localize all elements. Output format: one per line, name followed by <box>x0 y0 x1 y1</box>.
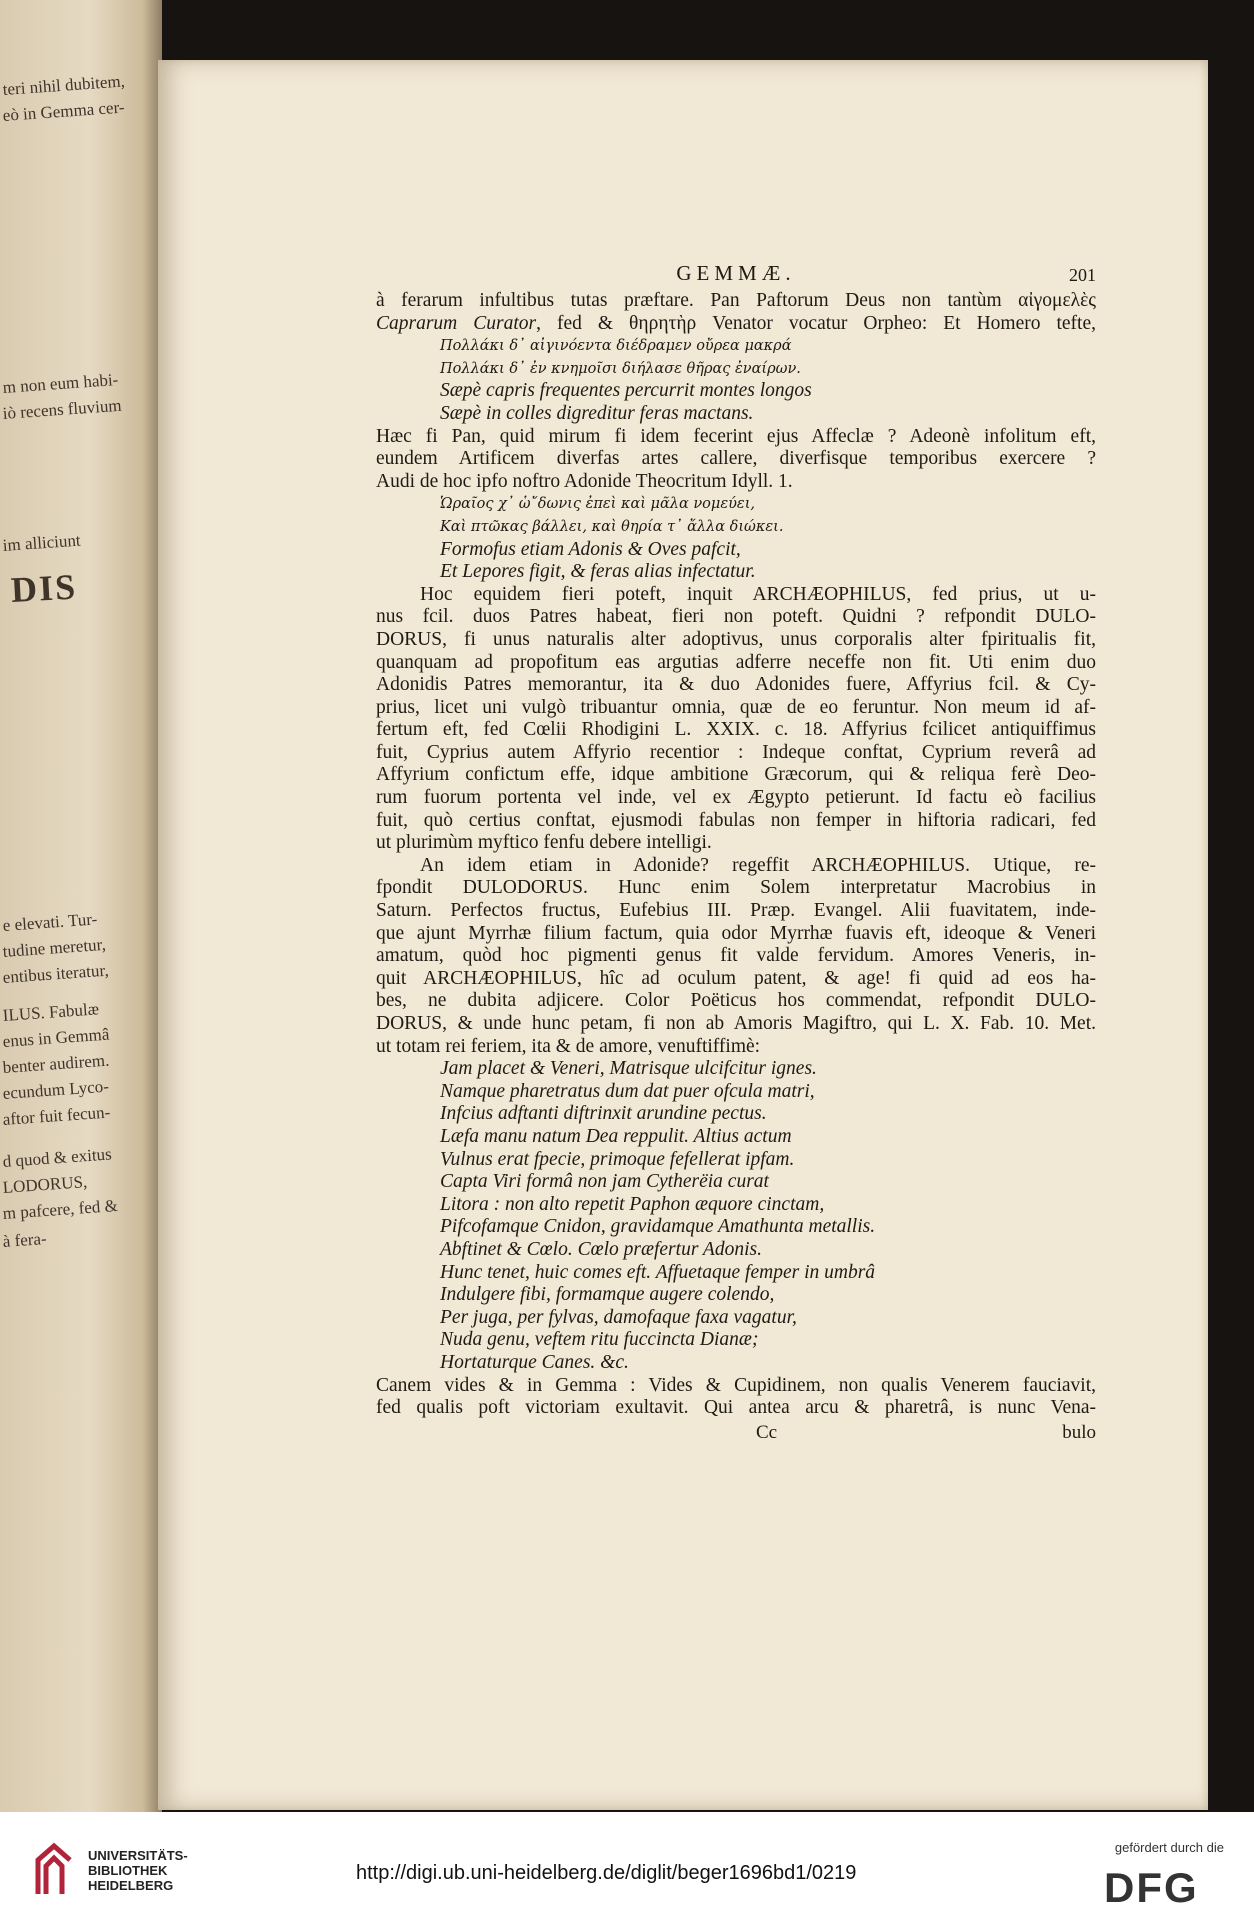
left-page-fragment: e elevati. Tur- <box>2 909 98 935</box>
latin-verse-line: Nuda genu, veftem ritu fuccincta Dianæ; <box>440 1329 759 1351</box>
left-page-fragment: aftor fuit fecun- <box>2 1102 111 1129</box>
page-header <box>376 262 1096 288</box>
body-text <box>376 290 1096 1420</box>
text-line: bes, ne dubita adjicere. Color Poëticus hos commendat, refpondit DULO- <box>376 990 1096 1012</box>
page-number: 201 <box>1069 265 1096 285</box>
latin-verse-line: Litora : non alto repetit Paphon æquore cinctam, <box>440 1193 825 1215</box>
catchword: bulo <box>1062 1421 1096 1443</box>
latin-verse-line: Et Lepores figit, & feras alias infectatur. <box>440 561 756 583</box>
left-page-margin <box>0 0 162 1812</box>
text-line: Caprarum Curator, fed & θηρητὴρ Venator vocatur Orpheo: Et Homero tefte, <box>376 312 1096 334</box>
left-page-fragment: eò in Gemma cer- <box>2 97 126 125</box>
svg-text:DFG: DFG <box>1104 1864 1199 1908</box>
text-line: quanquam ad propofitum eas argutias adferre neceffe non fit. Uti enim duo <box>376 651 1096 673</box>
signature-mark: Cc <box>756 1421 778 1443</box>
latin-verse-line: Formofus etiam Adonis & Oves pafcit, <box>440 538 741 560</box>
text-line: fed qualis poft victoriam exultavit. Qui antea arcu & pharetrâ, is nunc Vena- <box>376 1397 1096 1419</box>
latin-verse-line: Sæpè in colles digreditur feras mactans. <box>440 402 754 424</box>
dfg-logo-icon <box>1104 1864 1224 1908</box>
text-line: amatum, quòd hoc pigmenti genus fit valde fervidum. Amores Veneris, in- <box>376 945 1096 967</box>
left-page-fragment: m pafcere, fed & <box>2 1195 119 1223</box>
latin-verse-line: Abftinet & Cœlo. Cœlo præfertur Adonis. <box>440 1238 762 1260</box>
greek-verse-line: Καὶ πτῶκας βάλλει, καὶ θηρία τ᾽ ἄλλα διώκει. <box>440 518 784 535</box>
funding-note: gefördert durch die <box>1114 1840 1224 1855</box>
left-page-fragment: ILUS. Fabulæ <box>2 999 100 1025</box>
text-line: ut plurimùm myftico fenfu debere intelligi. <box>376 832 712 854</box>
latin-verse-line: Sæpè capris frequentes percurrit montes longos <box>440 380 812 402</box>
left-page-fragment: d quod & exitus <box>2 1144 113 1171</box>
latin-verse-line: Hortaturque Canes. &c. <box>440 1351 629 1373</box>
text-line: prius, licet uni vulgò tribuantur omnia, quæ de eo feruntur. Non meum id af- <box>376 696 1096 718</box>
left-page-fragment: LODORUS, <box>2 1172 88 1197</box>
left-page-fragment: teri nihil dubitem, <box>2 71 126 99</box>
text-line: Adonidis Patres memorantur, ita & duo Adonides fuere, Affyrius fcil. & Cy- <box>376 674 1096 696</box>
left-page-fragment: à fera- <box>2 1228 48 1251</box>
text-line: DORUS, fi unus naturalis alter adoptivus, unus corporalis alter fpiritualis fit, <box>376 628 1096 650</box>
text-line: An idem etiam in Adonide? regeffit ARCHÆOPHILUS. Utique, re- <box>420 854 1096 876</box>
university-logo-icon <box>30 1842 78 1898</box>
text-line: fertum eft, fed Cœlii Rhodigini L. XXIX. c. 18. Affyrius fcilicet antiquiffimus <box>376 719 1096 741</box>
left-page-fragment: tudine meretur, <box>2 934 107 961</box>
greek-verse-line: Ὡραῖος χ᾽ ὡ῎δωνις ἐπεὶ καὶ μᾶλα νομεύει, <box>440 496 756 513</box>
text-line: rum fuorum portenta vel inde, vel ex Ægypto petierunt. Id factu eò facilius <box>376 787 1096 809</box>
page-footer <box>376 1422 1096 1446</box>
latin-verse-line: Infcius adftanti diftrinxit arundine pectus. <box>440 1103 767 1125</box>
source-url-link[interactable]: http://digi.ub.uni-heidelberg.de/diglit/beger1696bd1/0219 <box>356 1862 857 1884</box>
latin-verse-line: Vulnus erat fpecie, primoque fefellerat ipfam. <box>440 1148 795 1170</box>
text-line: Audi de hoc ipfo noftro Adonide Theocritum Idyll. 1. <box>376 470 793 492</box>
viewer-footer <box>0 1812 1254 1928</box>
running-head: GEMMÆ. <box>676 261 796 285</box>
left-page-fragment: im alliciunt <box>2 530 82 555</box>
text-line: Canem vides & in Gemma : Vides & Cupidinem, non qualis Venerem fauciavit, <box>376 1374 1096 1396</box>
text-line: Hæc fi Pan, quid mirum fi idem fecerint ejus Affeclæ ? Adeonè infolitum eft, <box>376 425 1096 447</box>
text-line: quit ARCHÆOPHILUS, hîc ad oculum patent, & age! fi quid ad eos ha- <box>376 967 1096 989</box>
latin-verse-line: Pifcofamque Cnidon, gravidamque Amathunta metallis. <box>440 1216 876 1238</box>
greek-verse-line: Πολλάκι δ᾽ ἐν κνημοῖσι διήλασε θῆρας ἐναίρων. <box>440 360 801 377</box>
left-page-fragment: DIS <box>10 566 79 610</box>
text-line: DORUS, & unde hunc petam, fi non ab Amoris Magiftro, qui L. X. Fab. 10. Met. <box>376 1013 1096 1034</box>
text-line: Saturn. Perfectos fructus, Eufebius III. Præp. Evangel. Alii fuavitatem, inde- <box>376 900 1096 922</box>
latin-verse-line: Namque pharetratus dum dat puer ofcula matri, <box>440 1080 815 1102</box>
text-line: que ajunt Myrrhæ filium factum, quia odor Myrrhæ fuavis eft, ideoque & Veneri <box>376 922 1096 944</box>
latin-verse-line: Læfa manu natum Dea reppulit. Altius actum <box>440 1125 792 1147</box>
greek-verse-line: Πολλάκι δ᾽ αἰγινόεντα διέδραμεν οὔρεα μακρά <box>440 338 792 355</box>
left-page-fragment: ecundum Lyco- <box>2 1076 110 1103</box>
latin-verse-line: Hunc tenet, huic comes eft. Affuetaque femper in umbrâ <box>440 1261 876 1283</box>
institution-name: UNIVERSITÄTS- BIBLIOTHEK HEIDELBERG <box>88 1848 188 1893</box>
text-line: nus fcil. duos Patres habeat, fieri non poteft. Quidni ? refpondit DULO- <box>376 606 1096 628</box>
book-page <box>158 60 1208 1810</box>
latin-verse-line: Indulgere fibi, formamque augere colendo, <box>440 1284 775 1306</box>
latin-verse-line: Per juga, per fylvas, damofaque faxa vagatur, <box>440 1306 797 1328</box>
text-line: Affyrium confictum effe, idque ambitione Græcorum, qui & reliqua ferè Deo- <box>376 764 1096 786</box>
left-page-fragment: m non eum habi- <box>2 369 119 397</box>
text-line: Hoc equidem fieri poteft, inquit ARCHÆOPHILUS, fed prius, ut u- <box>420 583 1096 605</box>
text-line: fpondit DULODORUS. Hunc enim Solem interpretatur Macrobius in <box>376 877 1096 899</box>
latin-verse-line: Jam placet & Veneri, Matrisque ulcifcitur ignes. <box>440 1058 817 1080</box>
left-page-fragment: entibus iteratur, <box>2 960 110 987</box>
text-line: fuit, quò certius conftat, ejusmodi fabulas non femper in hiftoria radicari, fed <box>376 809 1096 831</box>
left-page-fragment: iò recens fluvium <box>2 395 123 423</box>
text-line: ut totam rei feriem, ita & de amore, venuftiffimè: <box>376 1035 761 1057</box>
latin-verse-line: Capta Viri formâ non jam Cytherëia curat <box>440 1171 769 1193</box>
page-text <box>376 262 1096 1446</box>
left-page-fragment: benter audirem. <box>2 1050 110 1077</box>
left-page-fragment: enus in Gemmâ <box>2 1024 110 1051</box>
text-line: eundem Artificem diverfas artes callere, diverfisque temporibus exercere ? <box>376 448 1096 470</box>
text-line: à ferarum infultibus tutas præftare. Pan Paftorum Deus non tantùm αἰγομελὲς <box>376 290 1096 311</box>
text-line: fuit, Cyprius autem Affyrio recentior : Indeque conftat, Cyprium reverâ ad <box>376 741 1096 763</box>
